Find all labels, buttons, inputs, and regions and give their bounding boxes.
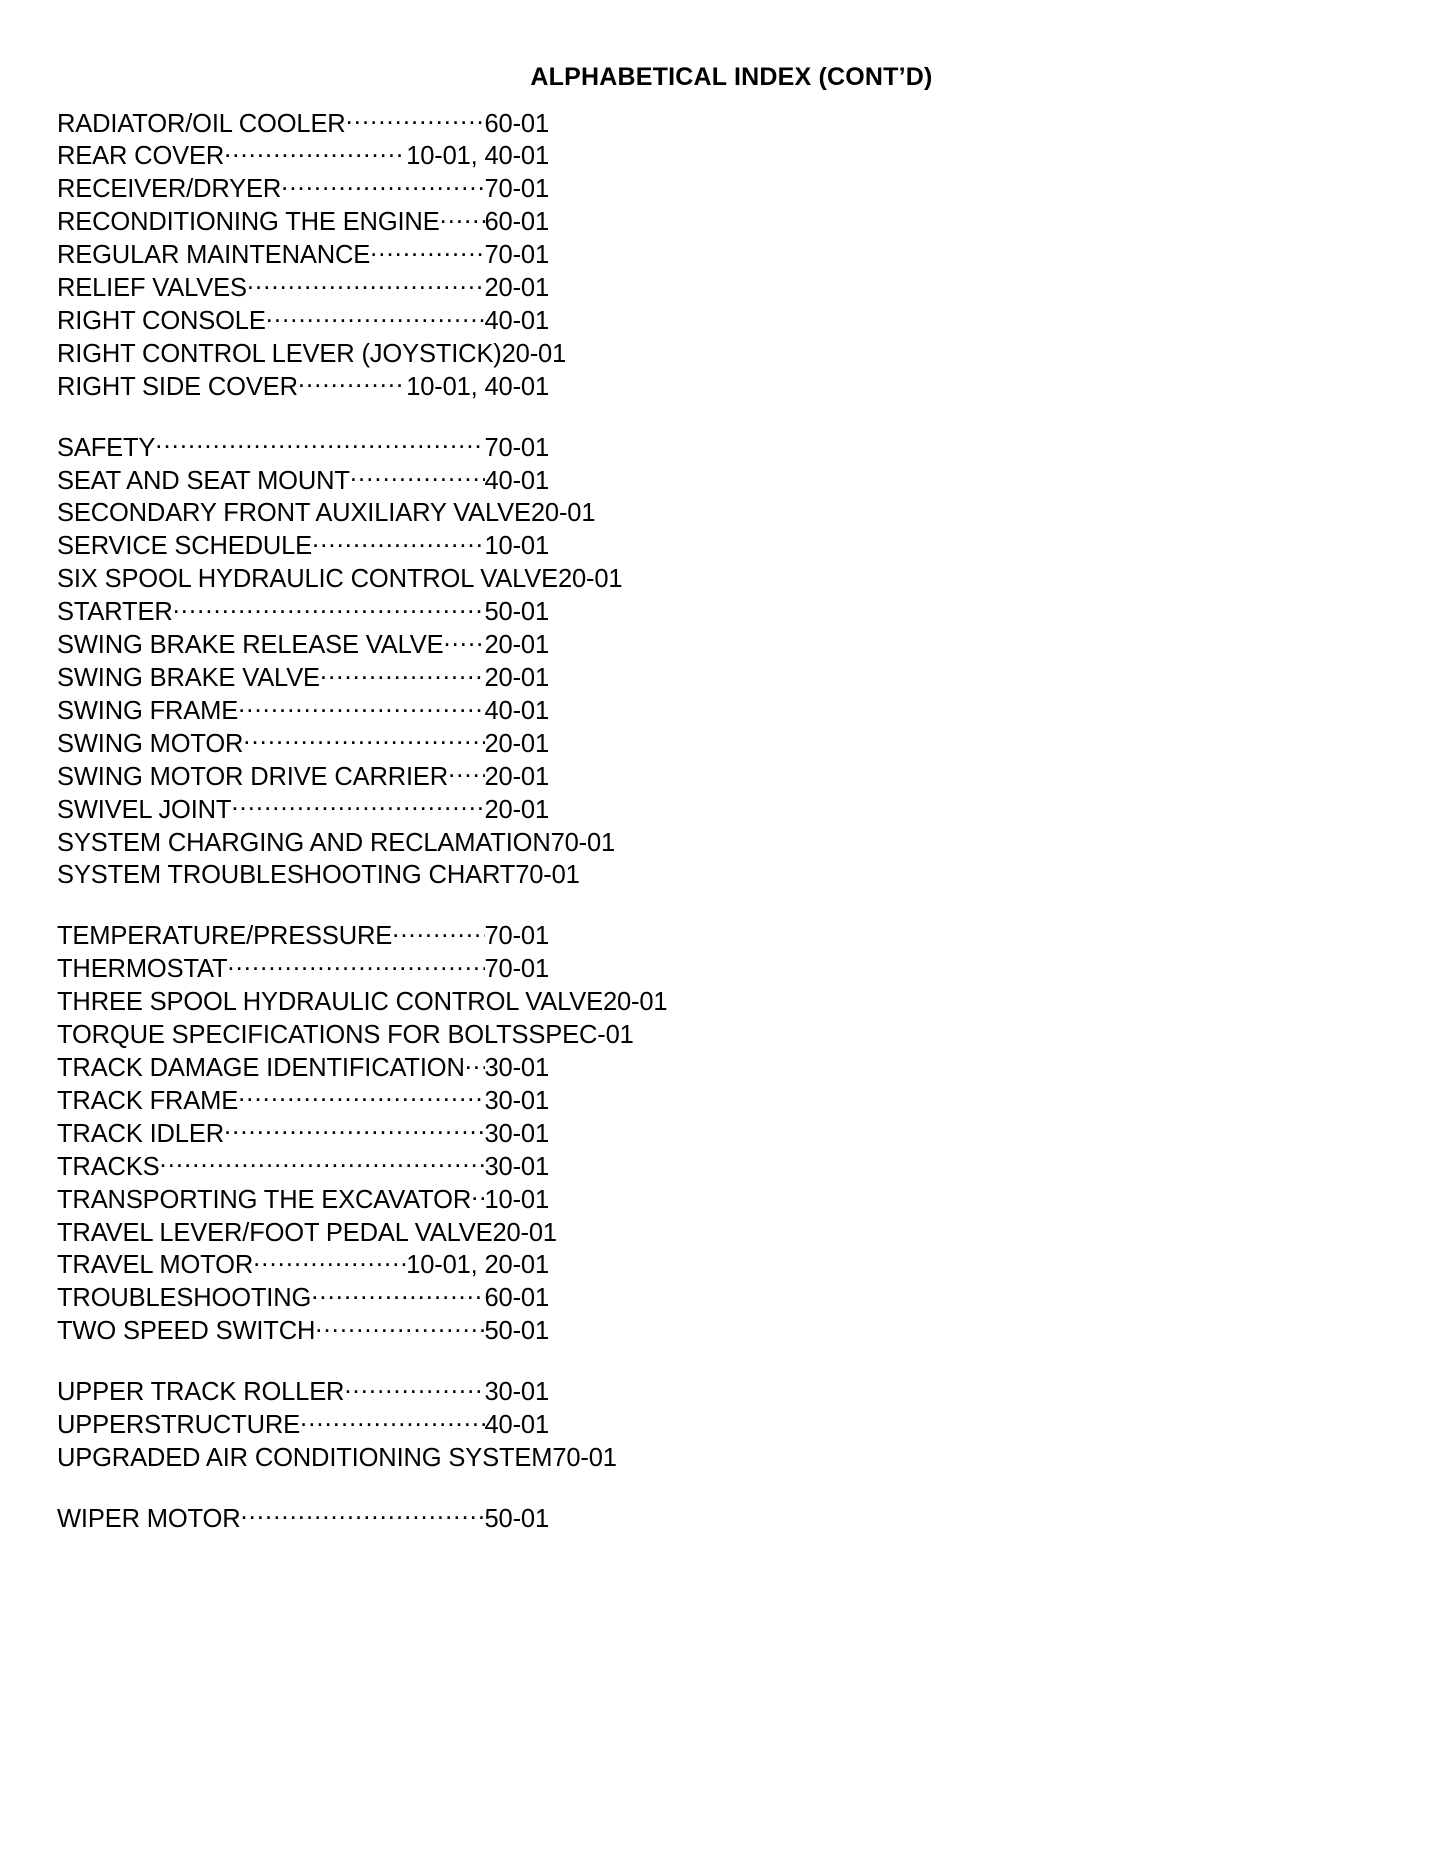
index-entry-page-reference: 70-01: [550, 828, 616, 857]
index-entry-page-reference: 30-01: [484, 1053, 549, 1082]
index-entry-label: RIGHT CONSOLE: [57, 306, 266, 335]
dot-leader: [240, 1501, 484, 1527]
index-entry[interactable]: [57, 1050, 549, 1083]
index-entry-page-reference: 70-01: [484, 433, 549, 462]
index-entry-page-reference: 70-01: [484, 922, 549, 951]
index-entry-page-reference: 70-01: [484, 175, 549, 204]
index-entry-page-reference: 30-01: [484, 1378, 549, 1407]
index-entry[interactable]: [57, 271, 549, 304]
index-entry[interactable]: [57, 562, 623, 595]
index-entry[interactable]: [57, 792, 549, 825]
index-entry-label: SWIVEL JOINT: [57, 795, 232, 824]
index-entry-page-reference: 20-01: [484, 729, 549, 758]
index-entry-page-reference: 20-01: [484, 274, 549, 303]
index-entry-label: TRACK IDLER: [57, 1119, 224, 1148]
dot-leader: [312, 529, 484, 555]
index-group-s: [57, 430, 623, 891]
index-entry-label: TRAVEL MOTOR: [57, 1251, 254, 1280]
index-entry-page-reference: 50-01: [484, 1504, 549, 1533]
dot-leader: [346, 106, 485, 132]
index-entry-label: SWING FRAME: [57, 696, 239, 725]
index-entry-page-reference: 50-01: [484, 598, 549, 627]
dot-leader: [253, 1248, 406, 1274]
index-entry-label: RECEIVER/DRYER: [57, 175, 282, 204]
index-entry[interactable]: [57, 336, 567, 369]
index-entry-page-reference: 10-01, 40-01: [406, 372, 549, 401]
index-entry-label: TRACKS: [57, 1152, 160, 1181]
index-entry-label: THERMOSTAT: [57, 955, 228, 984]
index-entry-page-reference: 30-01: [484, 1152, 549, 1181]
index-entry-label: REAR COVER: [57, 142, 225, 171]
dot-leader: [247, 271, 485, 297]
index-entry-label: STARTER: [57, 598, 173, 627]
index-entry-page-reference: 50-01: [484, 1317, 549, 1346]
index-entry-label: SWING BRAKE VALVE: [57, 664, 320, 692]
index-entry-label: SWING MOTOR DRIVE CARRIER: [57, 762, 449, 791]
dot-leader: [227, 952, 484, 978]
index-entry-page-reference: 40-01: [484, 306, 549, 335]
dot-leader: [298, 369, 406, 395]
dot-leader: [320, 661, 485, 687]
index-group-w: [57, 1501, 549, 1534]
dot-leader: [281, 172, 484, 198]
dot-leader: [465, 1050, 485, 1076]
index-entry-label: RELIEF VALVES: [57, 274, 247, 303]
index-entry[interactable]: [57, 1182, 549, 1215]
dot-leader: [311, 1281, 484, 1307]
dot-leader: [443, 628, 484, 654]
index-entry-page-reference: 60-01: [484, 208, 549, 237]
index-entry[interactable]: [57, 139, 549, 172]
index-entry[interactable]: [57, 1083, 549, 1116]
index-entry[interactable]: [57, 369, 549, 402]
index-entry-label: THREE SPOOL HYDRAULIC CONTROL VALVE: [57, 988, 603, 1017]
dot-leader: [238, 693, 484, 719]
index-entry-label: TORQUE SPECIFICATIONS FOR BOLTS: [57, 1021, 529, 1050]
index-entry-page-reference: 20-01: [530, 499, 596, 528]
alphabetical-index-list: [57, 106, 668, 1534]
index-entry-page-reference: SPEC-01: [528, 1021, 634, 1050]
dot-leader: [231, 792, 484, 818]
index-entry-page-reference: 60-01: [484, 109, 549, 138]
index-entry-page-reference: 10-01: [484, 1185, 549, 1214]
dot-leader: [370, 238, 484, 264]
index-entry-page-reference: 30-01: [484, 1086, 549, 1115]
index-entry-page-reference: 20-01: [557, 565, 623, 594]
index-entry-page-reference: 20-01: [602, 988, 668, 1017]
index-entry-page-reference: 20-01: [492, 1218, 557, 1247]
index-entry[interactable]: [57, 106, 549, 139]
dot-leader: [344, 1375, 484, 1401]
page-title: ALPHABETICAL INDEX (CONT’D): [530, 63, 933, 91]
index-entry-label: SIX SPOOL HYDRAULIC CONTROL VALVE: [57, 565, 558, 594]
index-entry[interactable]: [57, 238, 549, 271]
index-entry[interactable]: [57, 693, 549, 726]
index-entry-label: UPGRADED AIR CONDITIONING SYSTEM: [57, 1443, 553, 1472]
index-entry[interactable]: [57, 1314, 549, 1347]
index-entry[interactable]: [57, 430, 549, 463]
index-entry-label: SECONDARY FRONT AUXILIARY VALVE: [57, 499, 531, 528]
index-entry[interactable]: [57, 303, 549, 336]
index-entry-page-reference: 20-01: [484, 631, 549, 660]
index-entry-label: REGULAR MAINTENANCE: [57, 241, 371, 270]
dot-leader: [300, 1408, 485, 1434]
index-entry[interactable]: [57, 1116, 549, 1149]
index-entry[interactable]: [57, 985, 668, 1018]
index-entry-label: SEAT AND SEAT MOUNT: [57, 466, 350, 495]
index-entry[interactable]: [57, 1149, 549, 1182]
index-entry[interactable]: [57, 205, 549, 238]
index-entry[interactable]: [57, 172, 549, 205]
index-entry[interactable]: [57, 1440, 617, 1473]
index-entry-page-reference: 20-01: [484, 762, 549, 791]
dot-leader: [160, 1149, 485, 1175]
index-entry[interactable]: [57, 628, 549, 661]
index-entry-label: TEMPERATURE/PRESSURE: [57, 922, 393, 951]
dot-leader: [243, 726, 484, 752]
dot-leader: [224, 1116, 485, 1142]
index-entry-label: SAFETY: [57, 433, 156, 462]
index-entry-label: RIGHT CONTROL LEVER (JOYSTICK): [57, 339, 502, 368]
index-entry[interactable]: [57, 858, 580, 891]
index-entry[interactable]: [57, 529, 549, 562]
index-entry-label: TRAVEL LEVER/FOOT PEDAL VALVE: [57, 1218, 493, 1247]
index-entry-label: SYSTEM CHARGING AND RECLAMATION: [57, 828, 551, 857]
dot-leader: [155, 430, 484, 456]
dot-leader: [315, 1314, 484, 1340]
index-entry[interactable]: [57, 726, 549, 759]
index-entry-page-reference: 20-01: [484, 795, 549, 824]
index-entry[interactable]: [57, 952, 549, 985]
dot-leader: [266, 303, 485, 329]
index-group-u: [57, 1375, 617, 1474]
index-entry[interactable]: [57, 1281, 549, 1314]
index-entry[interactable]: [57, 759, 549, 792]
index-entry-label: SWING BRAKE RELEASE VALVE: [57, 631, 444, 660]
index-group-t: [57, 919, 668, 1347]
index-entry[interactable]: [57, 1375, 549, 1408]
index-entry[interactable]: [57, 661, 549, 694]
index-entry-label: WIPER MOTOR: [57, 1504, 241, 1533]
index-entry-label: SERVICE SCHEDULE: [57, 532, 313, 561]
index-entry-page-reference: 40-01: [484, 1411, 549, 1440]
dot-leader: [392, 919, 484, 945]
index-entry[interactable]: [57, 496, 596, 529]
index-entry[interactable]: [57, 1018, 634, 1051]
index-entry-page-reference: 10-01, 20-01: [406, 1251, 549, 1280]
index-entry-label: TROUBLESHOOTING: [57, 1284, 312, 1313]
index-entry-label: RADIATOR/OIL COOLER: [57, 109, 346, 138]
index-entry-label: TWO SPEED SWITCH: [57, 1317, 316, 1346]
index-entry-page-reference: 70-01: [484, 241, 549, 270]
index-entry[interactable]: [57, 1215, 557, 1248]
dot-leader: [471, 1182, 484, 1208]
index-entry-label: TRACK DAMAGE IDENTIFICATION: [57, 1053, 465, 1082]
index-entry-page-reference: 30-01: [484, 1119, 549, 1148]
index-entry-label: TRANSPORTING THE EXCAVATOR: [57, 1185, 472, 1214]
index-entry[interactable]: [57, 825, 616, 858]
dot-leader: [224, 139, 406, 165]
index-entry-page-reference: 70-01: [552, 1443, 617, 1472]
index-group-r: [57, 106, 567, 402]
index-entry-page-reference: 20-01: [484, 664, 549, 692]
index-entry-page-reference: 70-01: [484, 955, 549, 984]
index-entry[interactable]: [57, 919, 549, 952]
dot-leader: [448, 759, 484, 785]
index-entry-page-reference: 20-01: [501, 339, 567, 368]
index-entry-page-reference: 60-01: [484, 1284, 549, 1313]
index-entry[interactable]: [57, 1408, 549, 1441]
index-entry-label: RIGHT SIDE COVER: [57, 372, 298, 401]
index-entry-label: RECONDITIONING THE ENGINE: [57, 208, 440, 237]
index-entry[interactable]: [57, 1248, 549, 1281]
dot-leader: [173, 595, 485, 621]
index-entry-page-reference: 70-01: [515, 861, 580, 890]
dot-leader: [238, 1083, 484, 1109]
index-entry-label: SYSTEM TROUBLESHOOTING CHART: [57, 861, 516, 890]
index-entry-label: UPPERSTRUCTURE: [57, 1411, 301, 1440]
index-entry-label: UPPER TRACK ROLLER: [57, 1378, 345, 1407]
dot-leader: [440, 205, 485, 231]
index-entry-label: TRACK FRAME: [57, 1086, 239, 1115]
index-entry-page-reference: 10-01: [484, 532, 549, 561]
index-entry-page-reference: 40-01: [484, 696, 549, 725]
index-entry-label: SWING MOTOR: [57, 729, 244, 758]
index-entry[interactable]: [57, 595, 549, 628]
index-entry-page-reference: 40-01: [484, 466, 549, 495]
index-entry[interactable]: [57, 463, 549, 496]
dot-leader: [350, 463, 485, 489]
index-entry-page-reference: 10-01, 40-01: [406, 142, 549, 171]
index-entry[interactable]: [57, 1501, 549, 1534]
